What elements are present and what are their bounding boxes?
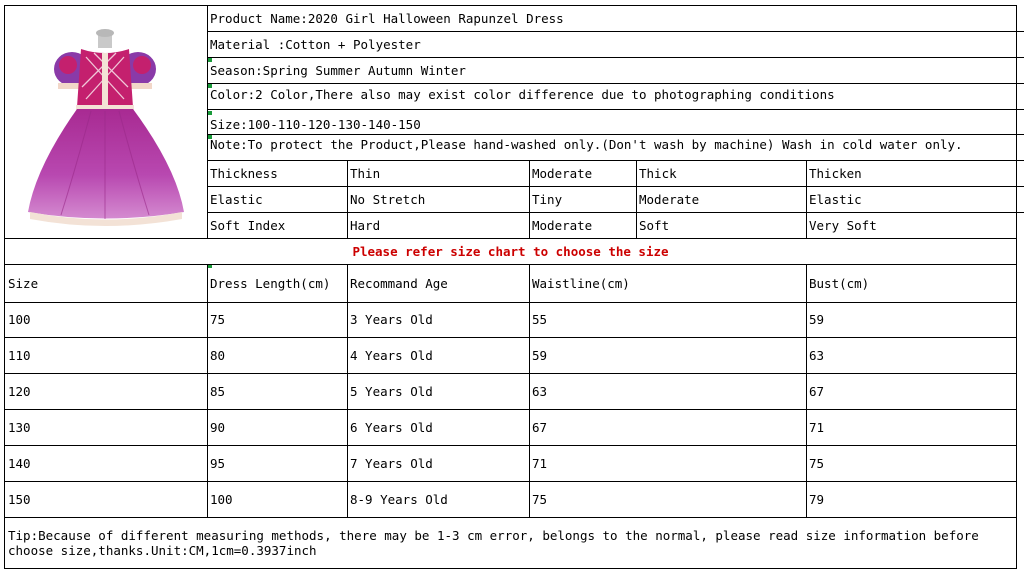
property-value: Moderate [639, 191, 700, 207]
size-cell: 140 [8, 455, 31, 471]
property-value: No Stretch [350, 191, 426, 207]
property-value: Thin [350, 165, 381, 181]
length-cell: 80 [210, 347, 226, 363]
bust-cell: 79 [809, 491, 825, 507]
size-table-header: Waistline(cm) [532, 275, 630, 291]
age-cell: 4 Years Old [350, 347, 433, 363]
waist-cell: 59 [532, 347, 548, 363]
waist-cell: 71 [532, 455, 548, 471]
season: Season:Spring Summer Autumn Winter [210, 62, 466, 78]
size-chart-sheet [4, 5, 1017, 569]
size-table-header: Recommand Age [350, 275, 448, 291]
dress-illustration [6, 7, 207, 237]
waist-cell: 75 [532, 491, 548, 507]
bust-cell: 63 [809, 347, 825, 363]
property-label: Elastic [210, 191, 263, 207]
bust-cell: 59 [809, 312, 825, 327]
waist-cell: 67 [532, 419, 548, 435]
size-cell: 150 [8, 491, 31, 507]
property-value: Hard [350, 217, 381, 233]
size-table-header: Dress Length(cm) [210, 275, 331, 291]
property-value: Thicken [809, 165, 862, 181]
length-cell: 75 [210, 312, 226, 327]
wash-note: Note:To protect the Product,Please hand-washed only.(Don't wash by machine) Wash in cold water only. [210, 137, 963, 152]
bust-cell: 67 [809, 383, 825, 399]
tulle-skirt [28, 109, 184, 219]
bust-cell: 75 [809, 455, 825, 471]
size-table-header: Size [8, 275, 39, 291]
age-cell: 6 Years Old [350, 419, 433, 435]
property-label: Thickness [210, 165, 278, 181]
property-value: Elastic [809, 191, 862, 207]
size-range: Size:100-110-120-130-140-150 [210, 116, 421, 132]
age-cell: 7 Years Old [350, 455, 433, 471]
length-cell: 90 [210, 419, 226, 435]
property-value: Moderate [532, 165, 593, 181]
age-cell: 3 Years Old [350, 312, 433, 327]
size-table-header: Bust(cm) [809, 275, 870, 291]
age-cell: 8-9 Years Old [350, 491, 448, 507]
size-cell: 100 [8, 312, 31, 327]
size-cell: 120 [8, 383, 31, 399]
property-label: Soft Index [210, 217, 286, 233]
size-cell: 130 [8, 419, 31, 435]
product-name: Product Name:2020 Girl Halloween Rapunzel Dress [210, 11, 564, 26]
dress-photo [6, 7, 207, 237]
length-cell: 85 [210, 383, 226, 399]
color-note: Color:2 Color,There also may exist color difference due to photographing conditions [210, 87, 835, 102]
property-value: Very Soft [809, 217, 877, 233]
property-value: Soft [639, 217, 670, 233]
property-value: Moderate [532, 217, 593, 233]
length-cell: 100 [210, 491, 233, 507]
waist-cell: 55 [532, 312, 548, 327]
age-cell: 5 Years Old [350, 383, 433, 399]
size-notice: Please refer size chart to choose the size [352, 243, 669, 259]
property-value: Thick [639, 165, 677, 181]
measurement-tip: Tip:Because of different measuring methods, there may be 1-3 cm error, belongs to the normal, please read size information before choose size,thanks.Unit:CM,1cm=0.3937inch [8, 528, 979, 558]
length-cell: 95 [210, 455, 226, 471]
property-value: Tiny [532, 191, 563, 207]
material: Material :Cotton + Polyester [210, 36, 421, 52]
size-cell: 110 [8, 347, 31, 363]
bust-cell: 71 [809, 419, 825, 435]
waist-cell: 63 [532, 383, 548, 399]
